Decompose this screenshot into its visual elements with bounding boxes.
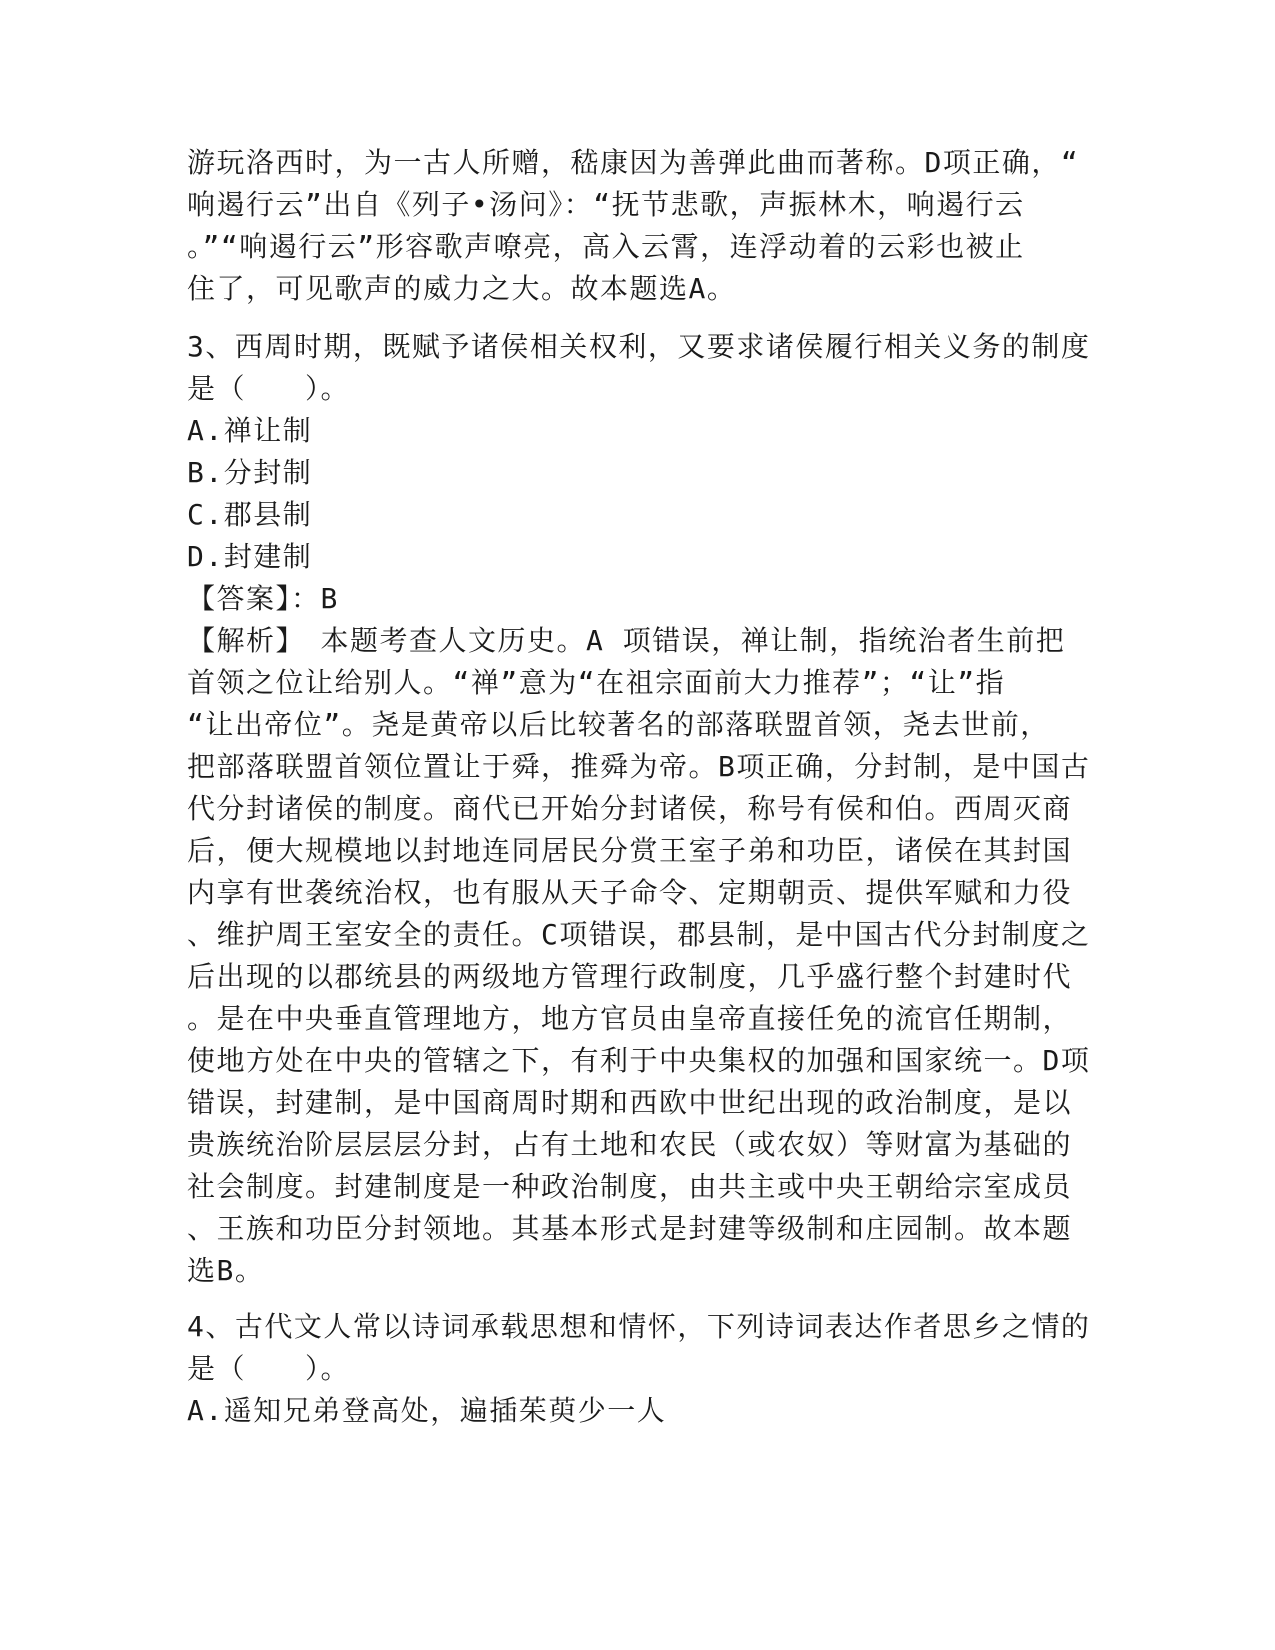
question-3-stem: 是（ ）。	[187, 372, 351, 405]
question-4-stem: 4、古代文人常以诗词承载思想和情怀，下列诗词表达作者思乡之情的	[187, 1310, 1091, 1343]
question-3-explanation-line: 把部落联盟首领位置让于舜，推舜为帝。B项正确，分封制，是中国古	[187, 750, 1091, 783]
question-3-explanation-line: 后，便大规模地以封地连同居民分赏王室子弟和功臣，诸侯在其封国	[187, 834, 1073, 867]
question-3-explanation-line: 贵族统治阶层层层分封，占有土地和农民（或农奴）等财富为基础的	[187, 1128, 1073, 1161]
prev-explanation-line: 。”“响遏行云”形容歌声嘹亮，高入云霄，连浮动着的云彩也被止	[187, 230, 1025, 263]
question-3-explanation-line: 首领之位让给别人。“禅”意为“在祖宗面前大力推荐”；“让”指	[187, 666, 1006, 699]
question-3-explanation-line: “让出帝位”。尧是黄帝以后比较著名的部落联盟首领，尧去世前，	[187, 708, 1050, 741]
question-3-explanation-line: 选B。	[187, 1254, 265, 1287]
question-3-option-c: C.郡县制	[187, 498, 313, 531]
question-3-explanation-line: 、王族和功臣分封领地。其基本形式是封建等级制和庄园制。故本题	[187, 1212, 1073, 1245]
question-3-stem: 3、西周时期，既赋予诸侯相关权利，又要求诸侯履行相关义务的制度	[187, 330, 1091, 363]
prev-explanation-line: 响遏行云”出自《列子•汤问》：“抚节悲歌，声振林木，响遏行云	[187, 188, 1025, 221]
question-3-explanation-line: 内享有世袭统治权，也有服从天子命令、定期朝贡、提供军赋和力役	[187, 876, 1073, 909]
question-3-explanation-line: 使地方处在中央的管辖之下，有利于中央集权的加强和国家统一。D项	[187, 1044, 1091, 1077]
question-3-option-d: D.封建制	[187, 540, 313, 573]
question-3-explanation-line: 错误，封建制，是中国商周时期和西欧中世纪出现的政治制度，是以	[187, 1086, 1073, 1119]
question-3-explanation-line: 【解析】 本题考查人文历史。A 项错误，禅让制，指统治者生前把	[187, 624, 1066, 657]
question-3-explanation-line: 代分封诸侯的制度。商代已开始分封诸侯，称号有侯和伯。西周灭商	[187, 792, 1073, 825]
question-4-option-a: A.遥知兄弟登高处，遍插茱萸少一人	[187, 1394, 667, 1427]
prev-explanation-line: 住了，可见歌声的威力之大。故本题选A。	[187, 272, 737, 305]
question-3-explanation-line: 、维护周王室安全的责任。C项错误，郡县制，是中国古代分封制度之	[187, 918, 1091, 951]
question-3-option-a: A.禅让制	[187, 414, 313, 447]
question-4-stem: 是（ ）。	[187, 1352, 351, 1385]
question-3-option-b: B.分封制	[187, 456, 313, 489]
question-3-explanation-line: 社会制度。封建制度是一种政治制度，由共主或中央王朝给宗室成员	[187, 1170, 1073, 1203]
question-3-explanation-line: 。是在中央垂直管理地方，地方官员由皇帝直接任免的流官任期制，	[187, 1002, 1073, 1035]
prev-explanation-line: 游玩洛西时，为一古人所赠，嵇康因为善弹此曲而著称。D项正确，“	[187, 146, 1080, 179]
question-3-answer: 【答案】：B	[187, 582, 339, 615]
question-3-explanation-line: 后出现的以郡统县的两级地方管理行政制度，几乎盛行整个封建时代	[187, 960, 1073, 993]
